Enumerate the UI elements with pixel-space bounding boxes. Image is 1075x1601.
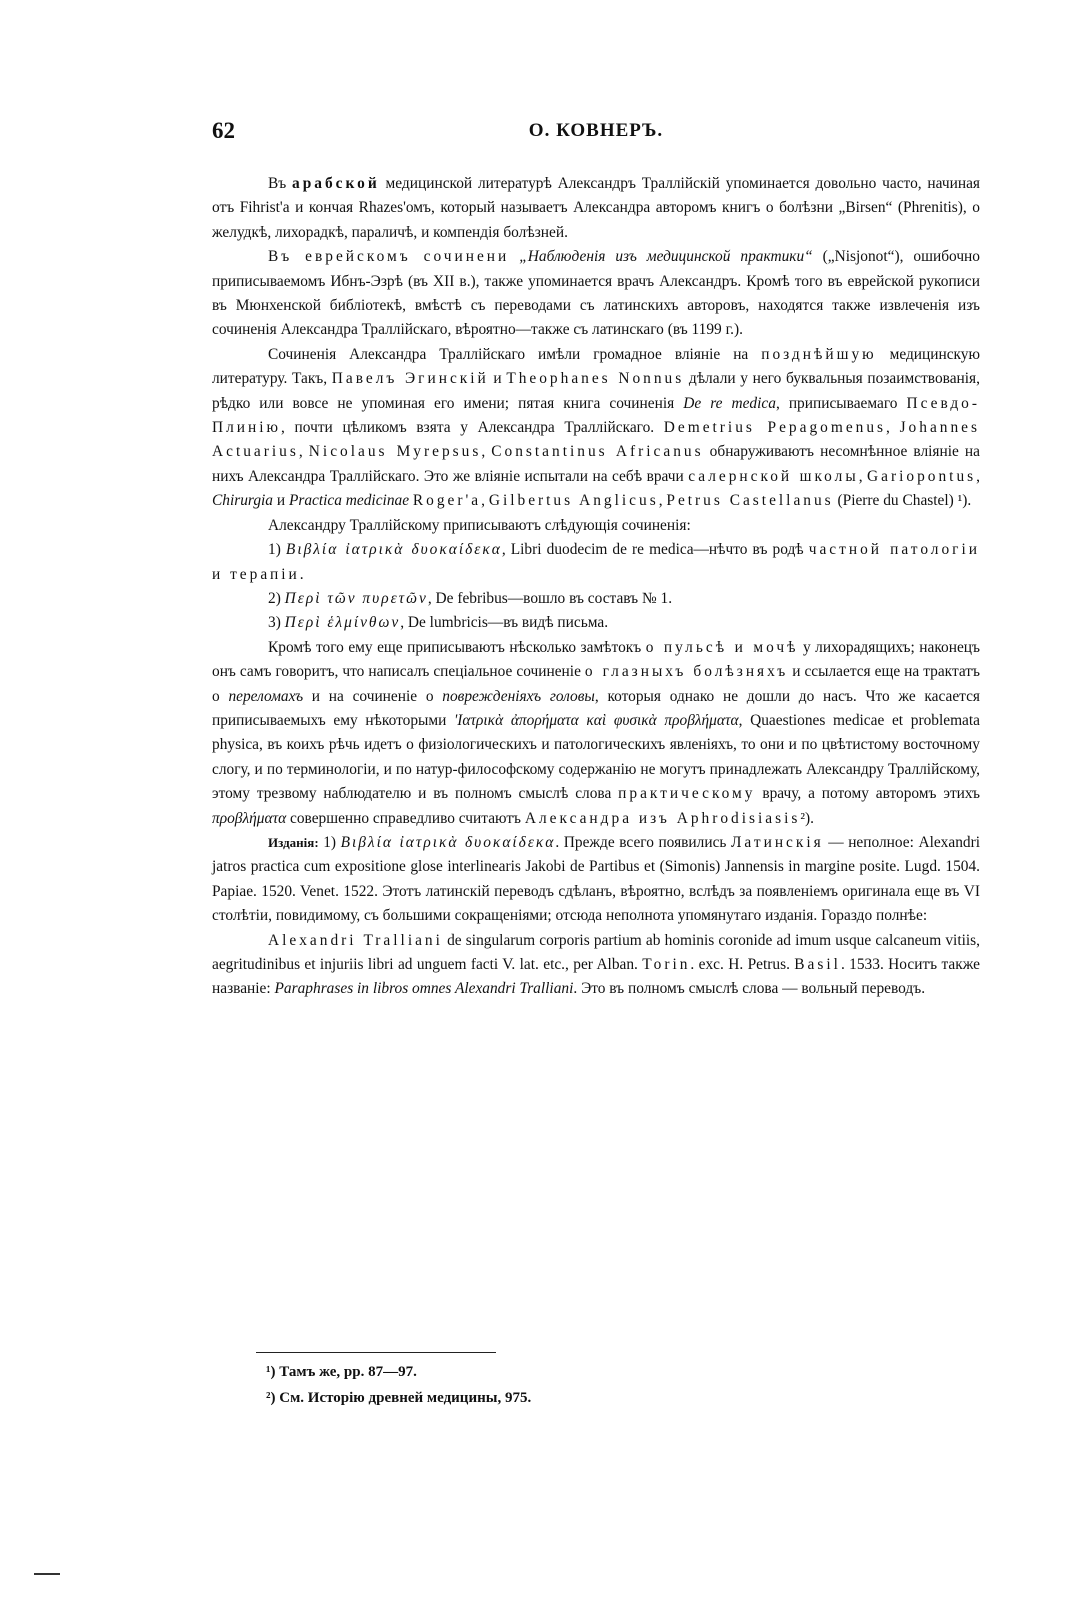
text-run: , <box>481 443 492 461</box>
text-run: о пульсѣ и мочѣ <box>645 638 799 656</box>
footnote-rule <box>256 1352 496 1353</box>
text-run: Въ <box>268 175 293 192</box>
text-run: 1) <box>318 833 341 851</box>
page-header <box>212 118 980 158</box>
footnote-text: Тамъ же, pp. 87—97. <box>279 1364 417 1380</box>
text-run: Practica medicinae <box>288 492 410 510</box>
text-run: медицинской литературѣ Александръ Траллійскій упоминается довольно часто, начиная отъ Fihrist'а и кончая Rhazes'омъ, который называетъ Александра авторомъ книгъ о болѣзни „Birsen“ (Phrenitis), о желудкѣ, лихорадкѣ, параличѣ, и компендія болѣзней. <box>212 175 980 241</box>
text-run: . Прежде всего появились <box>555 833 731 851</box>
text-run: позднѣйшую <box>761 345 877 363</box>
paragraph-p2 <box>212 245 980 343</box>
text-run <box>509 248 519 265</box>
text-run: . exc. H. Petrus. <box>690 956 795 973</box>
text-run: . 1533. Носитъ также названіе: <box>212 956 980 998</box>
text-run: Nicolaus Myrepsus <box>308 443 482 461</box>
text-run: (Pierre du Chastel) ¹). <box>833 492 972 510</box>
text-run: („Nisjonot“), ошибочно приписываемомъ Ибнъ-Эзрѣ (въ XII в.), также упоминается врачъ Александръ. Кромѣ того въ еврейской рукописи въ Мюнхенской библіотекѣ, вмѣстѣ съ переводами съ латинскихъ авторовъ, находятся также извлеченія изъ сочиненія Александра Траллійскаго, вѣроятно—также съ латинскаго (въ 1199 г.). <box>212 248 980 339</box>
text-run: Demetrius Pepagomenus <box>663 419 887 437</box>
text-run: Gilbertus Anglicus <box>488 492 659 510</box>
text-run: 3) <box>268 614 285 632</box>
paragraph-p5 <box>212 538 980 587</box>
paragraph-p10 <box>212 929 980 1002</box>
text-run: Chirurgia <box>212 492 274 510</box>
text-run: , Quaestiones medicae et problemata physica, въ коихъ рѣчь идетъ о физіологическихъ и патологическихъ явленіяхъ, то они и по цвѣтистому восточному слогу, и по терминологіи, и по натур-философскому содержанію не могутъ принадлежать Александру Траллійскому, этому трезвому наблюдателю и въ полномъ смыслѣ слова <box>212 711 980 803</box>
text-run: у лихорадящихъ; наконецъ онъ самъ говоритъ, что написалъ спеціальное сочиненіе <box>212 638 981 681</box>
text-run: Псевдо-Плинію <box>212 394 980 437</box>
text-run: , Libri duodecim de re medica—нѣчто въ родѣ <box>501 541 809 559</box>
text-run: . Это въ полномъ смыслѣ слова — вольный переводъ. <box>573 980 926 998</box>
text-run: , <box>481 492 489 510</box>
text-run: Theophanes Nonnus <box>506 370 685 388</box>
text-run: обнаруживаютъ несомнѣнное вліяніе на нихъ Александра Траллійскаго. Это же вліяніе испытали на себѣ врачи <box>212 443 980 485</box>
text-run: и <box>273 492 289 510</box>
running-title: O. КОВНЕРЪ. <box>528 120 664 141</box>
text-run: Constantinus Africanus <box>491 443 704 461</box>
body-text <box>212 172 980 1002</box>
footnotes <box>212 1352 980 1411</box>
text-run: προβλήματα <box>212 809 287 827</box>
footnote-1 <box>212 1359 980 1385</box>
paragraph-p6 <box>212 587 980 611</box>
text-run: Torin <box>642 956 691 973</box>
text-run: частной патологіи и терапіи <box>212 541 981 583</box>
text-run: de singularum corporis partium ab hominis coronide ad imum usque calcaneum vitiis, aegritudinibus et injuriis libri ad unguem facti V. lat. etc., per Alban. <box>212 931 981 973</box>
text-run: Изданія: <box>268 834 319 850</box>
text-run: Paraphrases in libros omnes Alexandri Tralliani <box>274 980 574 998</box>
text-run: . <box>299 565 304 583</box>
footnote-text: См. Исторію древней медицины, 975. <box>279 1390 532 1406</box>
text-run: Περὶ ἑλμίνθων <box>284 614 401 632</box>
text-run: Περὶ τῶν πυρετῶν <box>284 589 428 607</box>
text-run: о глазныхъ болѣзняхъ <box>584 663 789 681</box>
page-number: 62 <box>212 118 235 143</box>
text-run: поврежденіяхъ головы <box>442 687 595 705</box>
margin-mark <box>34 1573 60 1575</box>
text-run: Павелъ Эгинскій <box>331 370 489 388</box>
text-run: 'Ιατρικὰ ἀπορήματα καὶ φυσικὰ προβλήματα <box>454 711 739 729</box>
text-run: врачу, а потому авторомъ этихъ <box>755 785 980 803</box>
text-run: , которыя однако не дошли до насъ. Что же касается приписываемыхъ ему нѣкоторыми <box>212 687 981 729</box>
paragraph-p8 <box>212 636 980 831</box>
paragraph-p4 <box>212 514 980 538</box>
text-run: совершенно справедливо считаютъ <box>286 809 525 827</box>
text-run: ²). <box>800 809 814 827</box>
footnote-2 <box>212 1385 980 1411</box>
text-run: и на сочиненіе о <box>303 687 443 705</box>
text-run: Johannes Actuarius <box>212 419 980 461</box>
text-run: , приписываемаго <box>775 394 907 412</box>
text-run: медицинскую литературу. Такъ, <box>212 345 981 388</box>
text-run: Сочиненія Александра Траллійскаго имѣли громадное вліяніе на <box>268 345 762 363</box>
paragraph-p1 <box>212 172 980 245</box>
text-run: Petrus Castellanus <box>666 492 834 510</box>
text-run: Alexandri Tralliani <box>268 931 443 949</box>
text-run: Roger'а <box>412 492 482 510</box>
footnote-mark: ²) <box>266 1390 276 1406</box>
text-run: — неполное: Alexandri jatros practica cum expositione glose interlinearis Jakobi de Partibus et (Simonis) Jannensis in margine posite. Lugd. 1504. Papiae. 1520. Venet. 1522. Этотъ латинскій переводъ сдѣланъ, вѣроятно, вслѣдъ за появленіемъ оригинала еще въ VI столѣтіи, повидимому, съ большими сокращеніями; отсюда неполнота упомянутаго изданія. Гораздо полнѣе: <box>212 833 980 925</box>
text-run: , De febribus—вошло въ составъ № 1. <box>427 589 673 607</box>
text-run: De re medica <box>683 394 776 412</box>
text-run: 1) <box>268 541 286 559</box>
text-run: „Наблюденія изъ медицинской практики“ <box>519 248 813 266</box>
paragraph-p9 <box>212 831 980 929</box>
text-run: Александра изъ Aphrodisiasis <box>524 809 801 827</box>
text-run: , <box>298 443 309 461</box>
text-run: практическому <box>618 785 756 803</box>
text-run: переломахъ <box>228 687 304 705</box>
text-run: Gariopontus <box>867 467 977 485</box>
paragraph-p7 <box>212 611 980 635</box>
text-run: салернской школы <box>688 467 859 485</box>
text-run: , <box>658 492 667 510</box>
text-run: 2) <box>268 589 285 607</box>
text-run: и <box>488 370 507 388</box>
text-run: Βιβλία ἰατρικὰ δυοκαίδεκα <box>340 833 556 851</box>
footnote-mark: ¹) <box>266 1364 276 1380</box>
text-run: , <box>976 467 980 485</box>
text-run: Александру Траллійскому приписываютъ слѣдующія сочиненія: <box>268 516 691 534</box>
text-run: Basil <box>794 956 841 973</box>
text-run: , De lumbricis—въ видѣ письма. <box>400 614 609 632</box>
text-run: Βιβλία ἰατρικὰ δυοκαίδεκα <box>285 541 502 559</box>
text-run: Въ еврейскомъ сочинени <box>268 248 510 266</box>
text-run: , почти цѣликомъ взята у Александра Траллійскаго. <box>281 419 664 437</box>
paragraph-p3 <box>212 343 980 514</box>
text-run: , <box>886 419 900 437</box>
text-run: арабской <box>292 175 380 192</box>
text-run: дѣлали у него буквальныя позаимствованія, рѣдко или вовсе не упоминая его имени; пятая книга сочиненія <box>212 370 980 412</box>
text-run: и ссылается еще на трактатъ о <box>212 663 980 705</box>
text-run: , <box>858 467 868 485</box>
text-run: Кромѣ того ему еще приписываютъ нѣсколько замѣтокъ <box>268 638 646 656</box>
text-run: Латинскія <box>730 833 824 851</box>
